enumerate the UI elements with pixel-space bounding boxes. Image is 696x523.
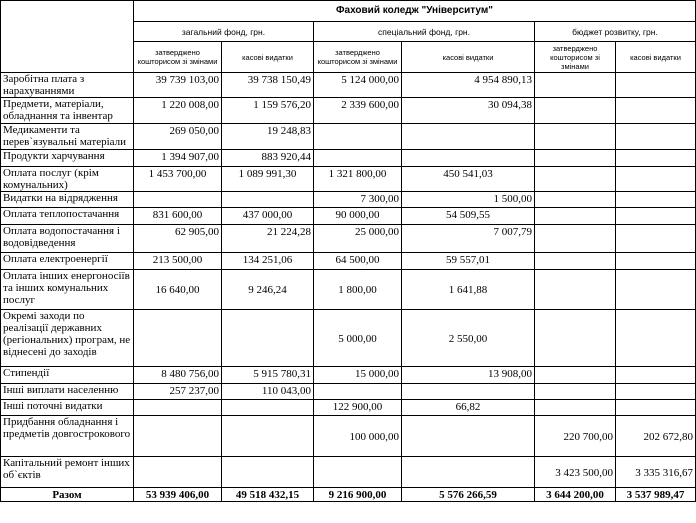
table-row bbox=[1, 73, 696, 98]
value-cell: 5 000,00 bbox=[314, 310, 402, 367]
value-cell: 64 500,00 bbox=[314, 253, 402, 270]
row-label: Окремі заходи по реалізації державних (регіональних) програм, не віднесені до заходів bbox=[1, 310, 134, 367]
value-cell: 5 915 780,31 bbox=[222, 367, 314, 384]
value-cell: 39 739 103,00 bbox=[134, 73, 222, 98]
value-cell bbox=[535, 270, 616, 310]
value-cell: 202 672,80 bbox=[616, 416, 696, 457]
table-row bbox=[1, 124, 696, 150]
value-cell: 450 541,03 bbox=[402, 167, 535, 192]
value-cell bbox=[134, 310, 222, 367]
total-value-cell: 5 576 266,59 bbox=[402, 488, 535, 502]
value-cell: 13 908,00 bbox=[402, 367, 535, 384]
value-cell: 30 094,38 bbox=[402, 98, 535, 124]
table-row bbox=[1, 192, 696, 208]
value-cell bbox=[402, 150, 535, 167]
value-cell bbox=[314, 124, 402, 150]
value-cell: 1 220 008,00 bbox=[134, 98, 222, 124]
table-row bbox=[1, 98, 696, 124]
approved-header: затверджено кошторисом зі змінами bbox=[314, 42, 402, 73]
value-cell: 90 000,00 bbox=[314, 208, 402, 225]
value-cell: 1 453 700,00 bbox=[134, 167, 222, 192]
value-cell bbox=[535, 208, 616, 225]
value-cell: 39 738 150,49 bbox=[222, 73, 314, 98]
value-cell bbox=[535, 367, 616, 384]
value-cell bbox=[222, 310, 314, 367]
value-cell: 7 007,79 bbox=[402, 225, 535, 253]
total-value-cell: 9 216 900,00 bbox=[314, 488, 402, 502]
special-fund-header: спеціальний фонд, грн. bbox=[314, 22, 535, 42]
value-cell bbox=[314, 384, 402, 400]
value-cell: 9 246,24 bbox=[222, 270, 314, 310]
value-cell bbox=[535, 98, 616, 124]
value-cell bbox=[314, 150, 402, 167]
row-label: Оплата електроенергії bbox=[1, 253, 134, 270]
value-cell: 100 000,00 bbox=[314, 416, 402, 457]
value-cell bbox=[616, 253, 696, 270]
row-label: Оплата інших енергоносіїв та інших комунальних послуг bbox=[1, 270, 134, 310]
value-cell bbox=[535, 253, 616, 270]
table-row bbox=[1, 416, 696, 457]
value-cell: 1 159 576,20 bbox=[222, 98, 314, 124]
row-label: Оплата послуг (крім комунальних) bbox=[1, 167, 134, 192]
value-cell bbox=[134, 400, 222, 416]
table-row bbox=[1, 150, 696, 167]
total-value-cell: 3 537 989,47 bbox=[616, 488, 696, 502]
value-cell bbox=[535, 150, 616, 167]
value-cell: 54 509,55 bbox=[402, 208, 535, 225]
row-label: Оплата водопостачання і водовідведення bbox=[1, 225, 134, 253]
value-cell: 134 251,06 bbox=[222, 253, 314, 270]
table-row bbox=[1, 384, 696, 400]
value-cell: 1 394 907,00 bbox=[134, 150, 222, 167]
value-cell bbox=[616, 310, 696, 367]
row-label: Стипендії bbox=[1, 367, 134, 384]
value-cell: 1 641,88 bbox=[402, 270, 535, 310]
value-cell: 213 500,00 bbox=[134, 253, 222, 270]
total-value-cell: 3 644 200,00 bbox=[535, 488, 616, 502]
value-cell bbox=[134, 192, 222, 208]
row-label: Оплата теплопостачання bbox=[1, 208, 134, 225]
value-cell bbox=[535, 192, 616, 208]
table-row bbox=[1, 400, 696, 416]
table-row bbox=[1, 457, 696, 488]
value-cell: 122 900,00 bbox=[314, 400, 402, 416]
development-budget-header: бюджет розвитку, грн. bbox=[535, 22, 696, 42]
value-cell: 7 300,00 bbox=[314, 192, 402, 208]
value-cell bbox=[222, 400, 314, 416]
corner-cell bbox=[1, 1, 134, 73]
cash-header: касові видатки bbox=[402, 42, 535, 73]
value-cell bbox=[616, 208, 696, 225]
value-cell: 883 920,44 bbox=[222, 150, 314, 167]
value-cell: 3 335 316,67 bbox=[616, 457, 696, 488]
value-cell: 62 905,00 bbox=[134, 225, 222, 253]
value-cell: 15 000,00 bbox=[314, 367, 402, 384]
value-cell: 110 043,00 bbox=[222, 384, 314, 400]
value-cell: 437 000,00 bbox=[222, 208, 314, 225]
row-label: Заробітна плата з нарахуваннями bbox=[1, 73, 134, 98]
table-row bbox=[1, 367, 696, 384]
value-cell bbox=[222, 192, 314, 208]
value-cell bbox=[616, 192, 696, 208]
value-cell bbox=[535, 225, 616, 253]
value-cell: 21 224,28 bbox=[222, 225, 314, 253]
value-cell bbox=[616, 73, 696, 98]
value-cell: 269 050,00 bbox=[134, 124, 222, 150]
total-label: Разом bbox=[1, 488, 134, 502]
value-cell: 831 600,00 bbox=[134, 208, 222, 225]
value-cell: 5 124 000,00 bbox=[314, 73, 402, 98]
value-cell: 16 640,00 bbox=[134, 270, 222, 310]
value-cell: 25 000,00 bbox=[314, 225, 402, 253]
row-label: Медикаменти та перев`язувальні матеріали bbox=[1, 124, 134, 150]
value-cell bbox=[402, 384, 535, 400]
cash-header: касові видатки bbox=[222, 42, 314, 73]
value-cell bbox=[535, 124, 616, 150]
total-value-cell: 53 939 406,00 bbox=[134, 488, 222, 502]
value-cell bbox=[402, 124, 535, 150]
value-cell: 4 954 890,13 bbox=[402, 73, 535, 98]
value-cell bbox=[535, 167, 616, 192]
value-cell: 220 700,00 bbox=[535, 416, 616, 457]
table-row bbox=[1, 253, 696, 270]
value-cell bbox=[616, 98, 696, 124]
value-cell: 1 321 800,00 bbox=[314, 167, 402, 192]
value-cell bbox=[134, 457, 222, 488]
value-cell: 59 557,01 bbox=[402, 253, 535, 270]
value-cell bbox=[616, 167, 696, 192]
value-cell bbox=[222, 457, 314, 488]
value-cell bbox=[616, 124, 696, 150]
row-label: Предмети, матеріали, обладнання та інвентар bbox=[1, 98, 134, 124]
row-label: Видатки на відрядження bbox=[1, 192, 134, 208]
table-row bbox=[1, 208, 696, 225]
value-cell bbox=[402, 457, 535, 488]
row-label: Придбання обладнання і предметів довгострокового bbox=[1, 416, 134, 457]
cash-header: касові видатки bbox=[616, 42, 696, 73]
value-cell bbox=[616, 400, 696, 416]
value-cell: 1 800,00 bbox=[314, 270, 402, 310]
value-cell: 2 550,00 bbox=[402, 310, 535, 367]
value-cell bbox=[402, 416, 535, 457]
value-cell: 8 480 756,00 bbox=[134, 367, 222, 384]
value-cell: 19 248,83 bbox=[222, 124, 314, 150]
row-label: Інші поточні видатки bbox=[1, 400, 134, 416]
row-label: Продукти харчування bbox=[1, 150, 134, 167]
total-row bbox=[1, 488, 696, 502]
value-cell: 2 339 600,00 bbox=[314, 98, 402, 124]
total-value-cell: 49 518 432,15 bbox=[222, 488, 314, 502]
value-cell bbox=[616, 270, 696, 310]
value-cell: 257 237,00 bbox=[134, 384, 222, 400]
table-row bbox=[1, 270, 696, 310]
general-fund-header: загальний фонд, грн. bbox=[134, 22, 314, 42]
value-cell bbox=[616, 225, 696, 253]
value-cell bbox=[535, 400, 616, 416]
value-cell: 66,82 bbox=[402, 400, 535, 416]
value-cell bbox=[535, 384, 616, 400]
value-cell bbox=[616, 150, 696, 167]
value-cell bbox=[222, 416, 314, 457]
value-cell bbox=[535, 73, 616, 98]
value-cell bbox=[616, 384, 696, 400]
value-cell bbox=[616, 367, 696, 384]
value-cell: 1 500,00 bbox=[402, 192, 535, 208]
value-cell: 1 089 991,30 bbox=[222, 167, 314, 192]
table-row bbox=[1, 225, 696, 253]
value-cell bbox=[314, 457, 402, 488]
table-row bbox=[1, 167, 696, 192]
row-label: Капітальний ремонт інших об`єктів bbox=[1, 457, 134, 488]
approved-header: затверджено кошторисом зі змінами bbox=[535, 42, 616, 73]
institution-header: Фаховий коледж "Університум" bbox=[134, 1, 696, 22]
value-cell: 3 423 500,00 bbox=[535, 457, 616, 488]
table-row bbox=[1, 310, 696, 367]
approved-header: затверджено кошторисом зі змінами bbox=[134, 42, 222, 73]
value-cell bbox=[535, 310, 616, 367]
value-cell bbox=[134, 416, 222, 457]
row-label: Інші виплати населенню bbox=[1, 384, 134, 400]
